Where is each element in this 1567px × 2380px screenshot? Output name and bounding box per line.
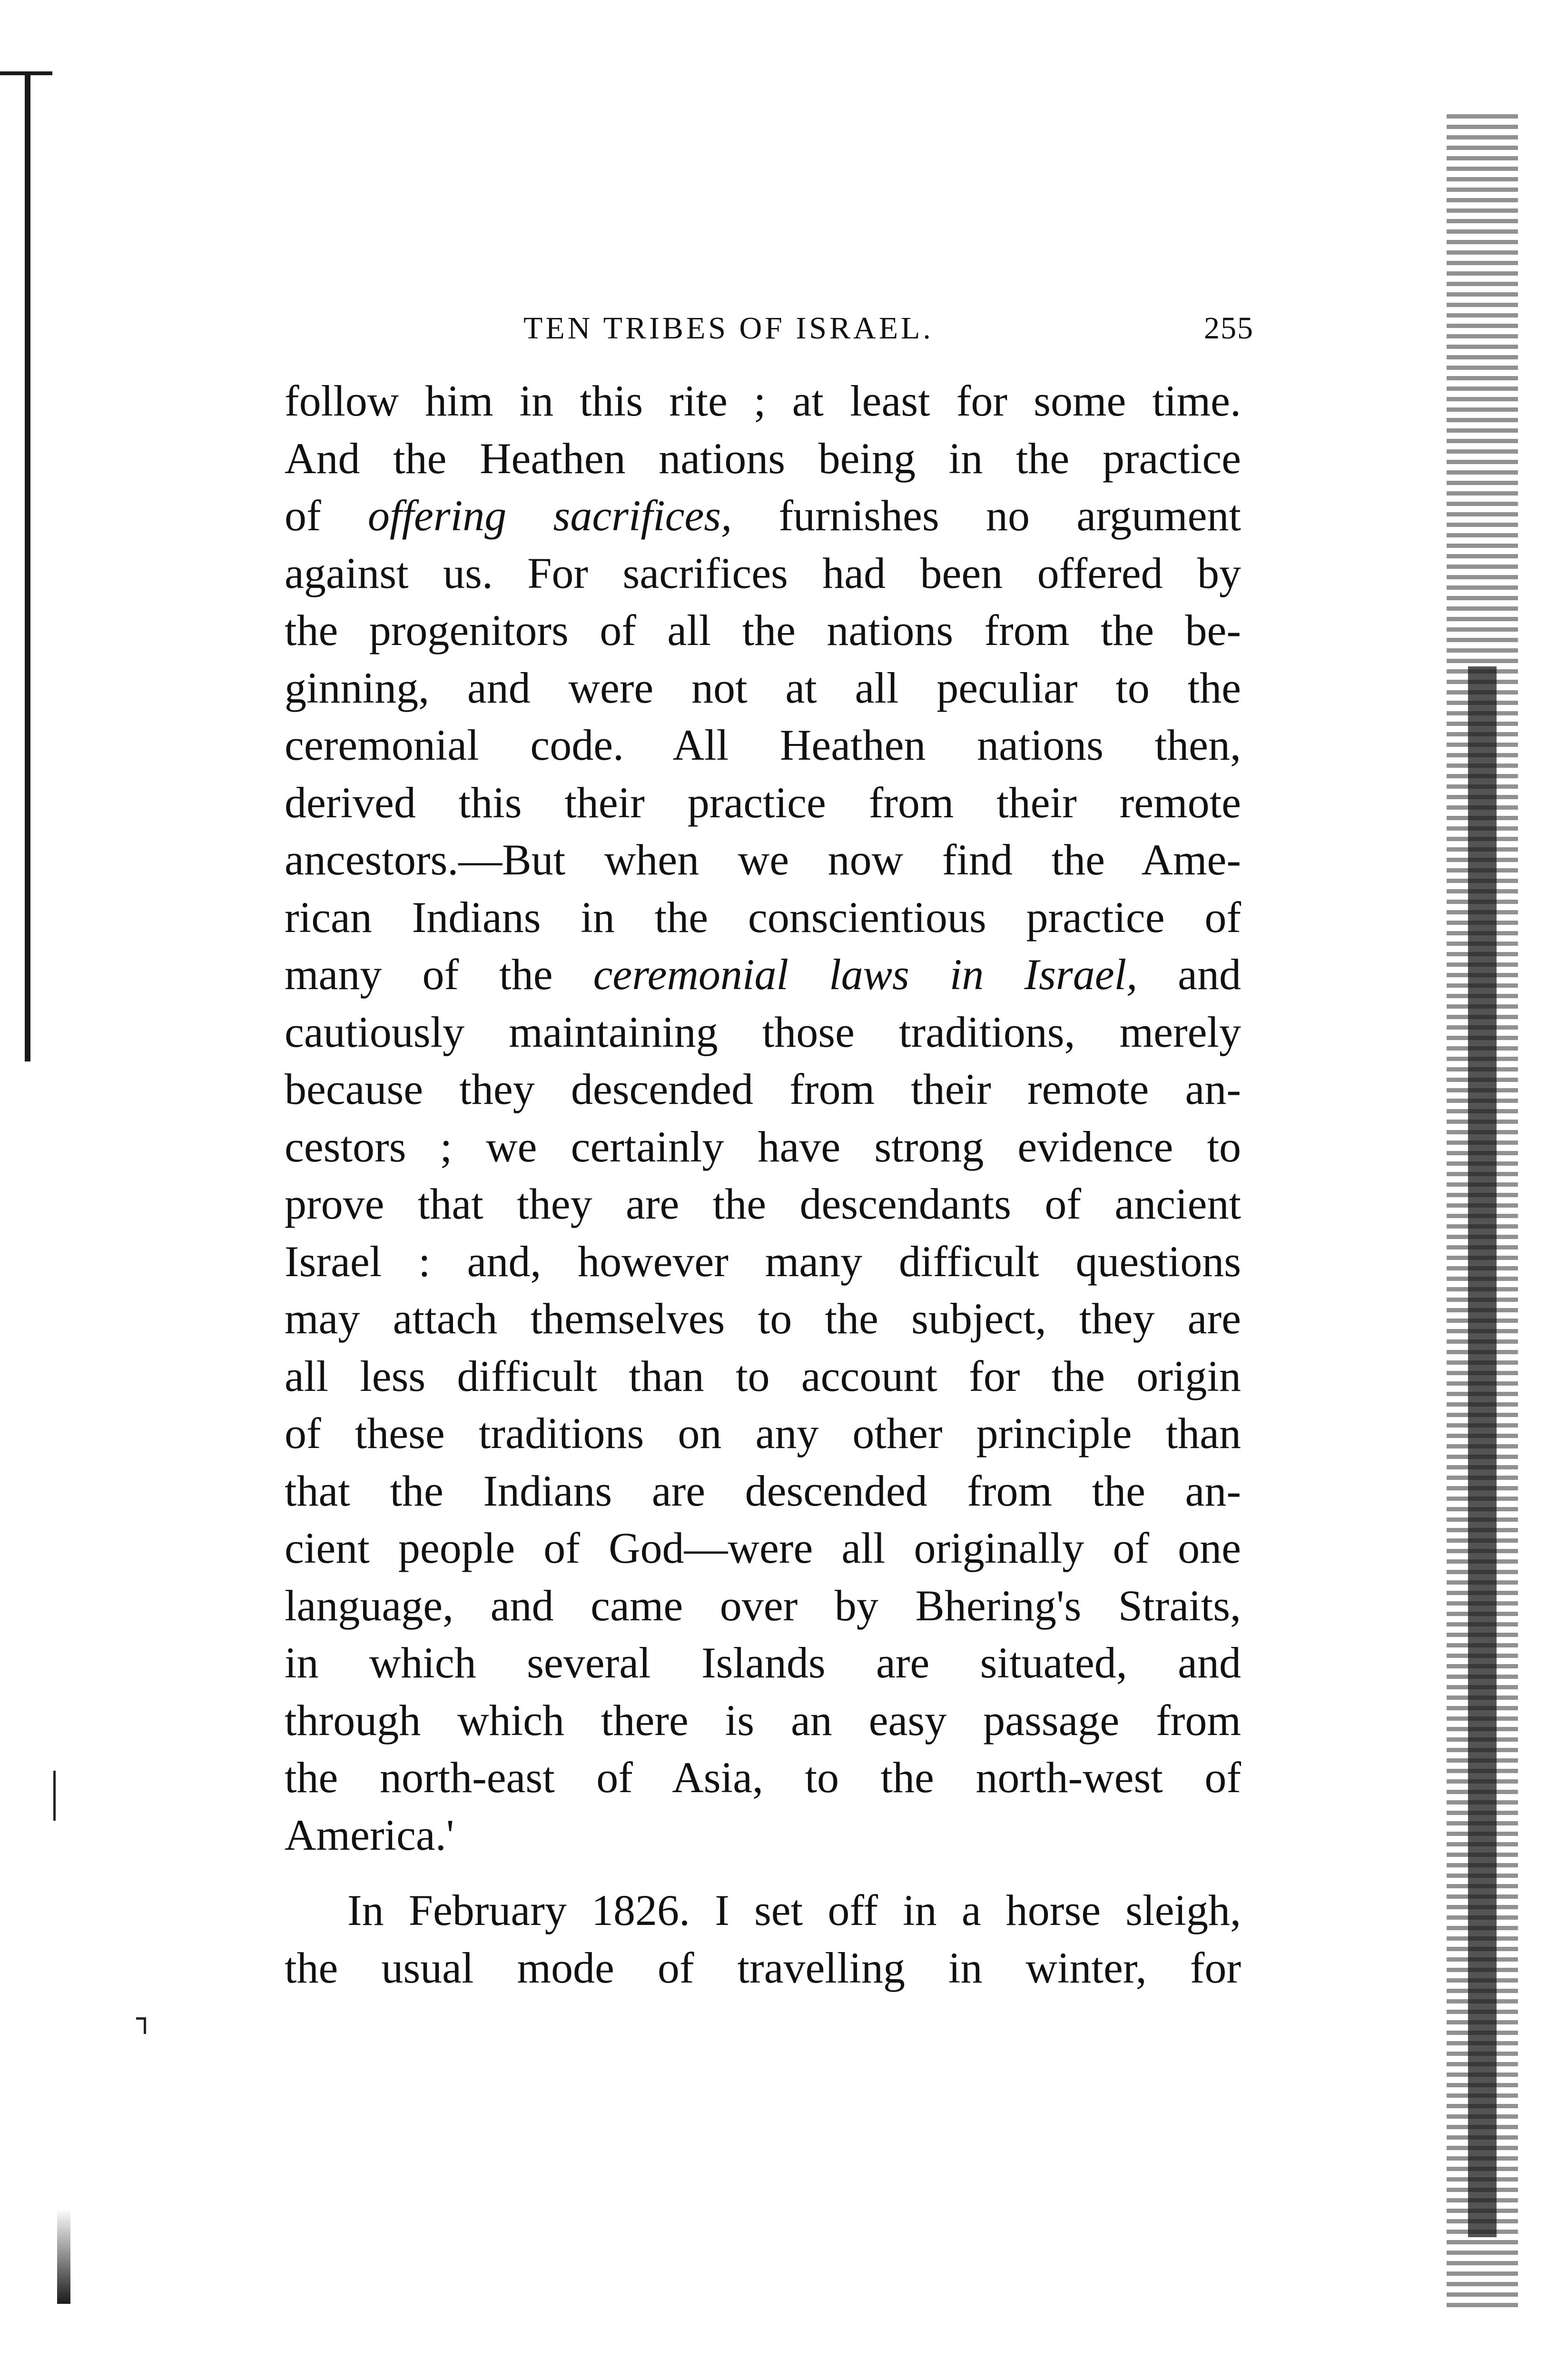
scan-speck — [136, 2017, 146, 2034]
text-line: against us. For sacrifices had been offered by — [285, 548, 1241, 597]
text-line: the usual mode of travelling in winter, for — [285, 1943, 1241, 1992]
scan-edge-shadow — [57, 2209, 70, 2304]
text-line: cient people of God—were all originally of one — [285, 1524, 1241, 1572]
text-line: the north-east of Asia, to the north-west of — [285, 1753, 1241, 1802]
text-line: ginning, and were not at all peculiar to the — [285, 663, 1241, 712]
running-header-title: TEN TRIBES OF ISRAEL. — [523, 311, 934, 346]
text-line: America.' — [285, 1810, 454, 1859]
text-line: ancestors.—But when we now find the Ame- — [285, 835, 1241, 884]
text-line: the progenitors of all the nations from the be- — [285, 606, 1241, 654]
paragraph-gap — [285, 1864, 1241, 1882]
scan-edge-rule — [25, 71, 30, 1061]
text-line: language, and came over by Bhering's Straits, — [285, 1581, 1241, 1630]
binding-gutter-core — [1468, 666, 1497, 2237]
text-line: all less difficult than to account for the origin — [285, 1351, 1241, 1400]
text-line: cautiously maintaining those traditions, merely — [285, 1007, 1241, 1056]
text-line — [285, 487, 1241, 545]
text-line: In February 1826. I set off in a horse sleigh, — [347, 1886, 1241, 1934]
italic-phrase: ceremonial laws in Israel, — [593, 950, 1138, 999]
text-line: that the Indians are descended from the an- — [285, 1466, 1241, 1515]
text-run: of — [285, 491, 368, 540]
text-line: prove that they are the descendants of ancient — [285, 1180, 1241, 1228]
text-run: many of the — [285, 950, 593, 999]
text-line: follow him in this rite ; at least for some time. — [285, 377, 1241, 425]
italic-phrase: offering sacrifices, — [367, 491, 732, 540]
text-line: because they descended from their remote an- — [285, 1065, 1241, 1113]
text-line: cestors ; we certainly have strong evidence to — [285, 1122, 1241, 1171]
text-run: furnishes no argument — [732, 491, 1241, 540]
text-line: rican Indians in the conscientious practice of — [285, 892, 1241, 942]
text-line: derived this their practice from their remote — [285, 778, 1241, 827]
text-line: of these traditions on any other principle than — [285, 1409, 1241, 1458]
text-line: in which several Islands are situated, and — [285, 1638, 1241, 1687]
scan-speck — [53, 1771, 56, 1821]
text-line — [285, 946, 1241, 1003]
text-line: may attach themselves to the subject, they are — [285, 1294, 1241, 1343]
text-line: ceremonial code. All Heathen nations then, — [285, 721, 1241, 769]
text-line: And the Heathen nations being in the practice — [285, 434, 1241, 483]
text-line: Israel : and, however many difficult questions — [285, 1237, 1241, 1286]
page-number: 255 — [1204, 311, 1254, 346]
text-run: and — [1137, 950, 1241, 999]
text-line: through which there is an easy passage from — [285, 1696, 1241, 1745]
body-text — [285, 372, 1241, 1996]
